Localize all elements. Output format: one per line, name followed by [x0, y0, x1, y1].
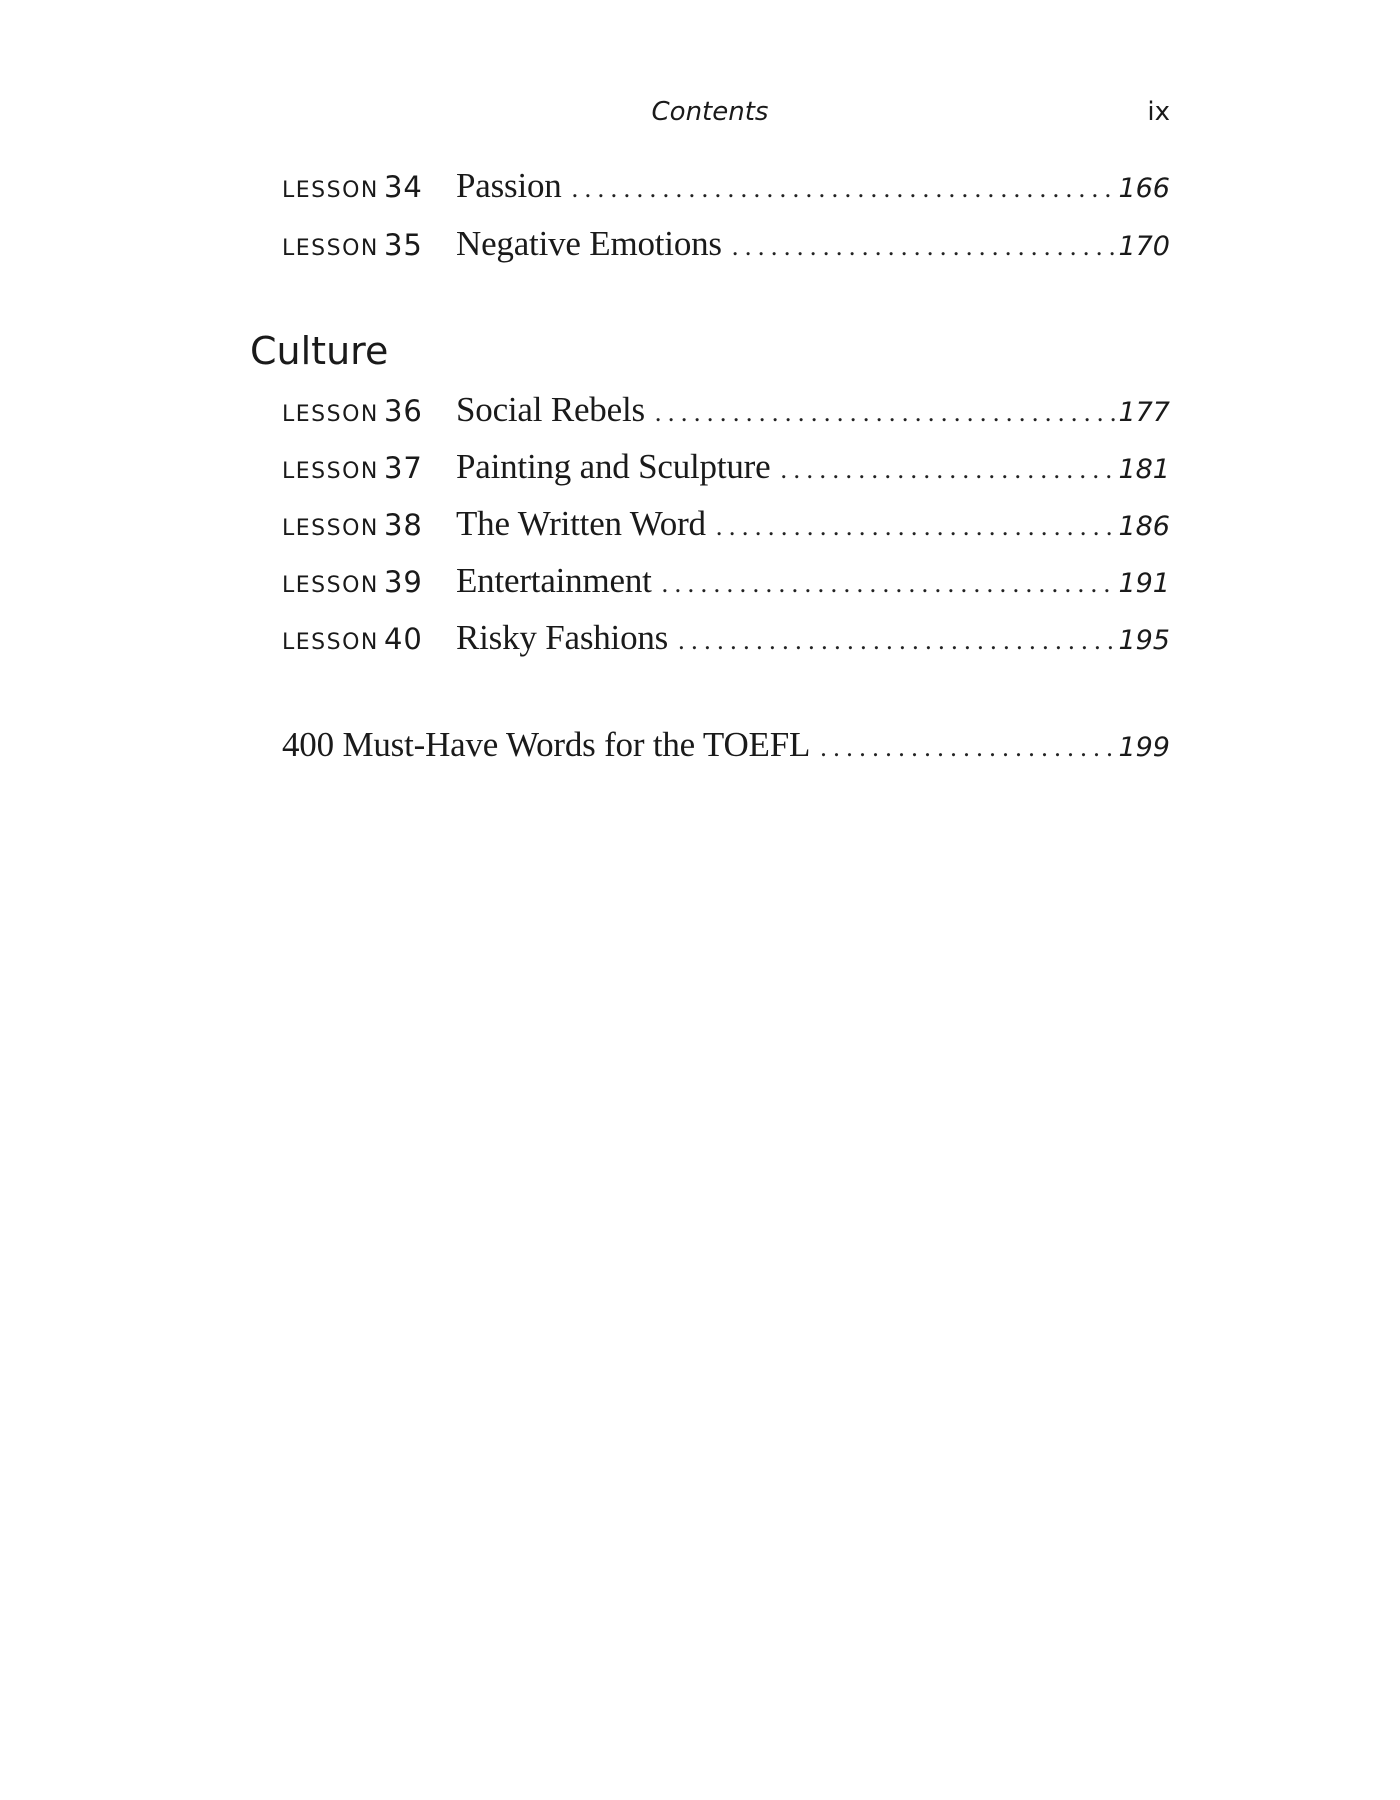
- entry-page-number: 195: [1118, 625, 1170, 656]
- toc-entry-lesson-34[interactable]: [282, 166, 1170, 212]
- lesson-word: LESSON: [282, 402, 379, 427]
- page-header: [250, 95, 1170, 135]
- toc-entry-appendix[interactable]: [282, 725, 1170, 771]
- lesson-label: [282, 451, 456, 485]
- lesson-number: 38: [383, 508, 423, 542]
- appendix-title: 400 Must-Have Words for the TOEFL: [282, 725, 811, 764]
- entry-title: Social Rebels: [456, 390, 645, 429]
- section-heading: Culture: [250, 329, 389, 373]
- lesson-label: [282, 228, 456, 262]
- page-number: ix: [1147, 97, 1170, 127]
- lesson-number: 34: [383, 170, 423, 204]
- toc-entry-lesson-38[interactable]: [282, 504, 1170, 550]
- lesson-label: [282, 565, 456, 599]
- dot-leader: [572, 174, 1117, 204]
- lesson-word: LESSON: [282, 516, 379, 541]
- dot-leader: [655, 398, 1117, 428]
- lesson-number: 39: [383, 565, 423, 599]
- toc-entry-lesson-35[interactable]: [282, 224, 1170, 270]
- entry-page-number: 186: [1118, 511, 1170, 542]
- lesson-number: 36: [383, 394, 423, 428]
- entry-page-number: 181: [1118, 454, 1170, 485]
- lesson-label: [282, 622, 456, 656]
- dot-leader: [716, 512, 1117, 542]
- dot-leader: [678, 626, 1116, 656]
- toc-entry-lesson-40[interactable]: [282, 618, 1170, 664]
- toc-entry-lesson-36[interactable]: [282, 390, 1170, 436]
- toc-entry-lesson-37[interactable]: [282, 447, 1170, 493]
- entry-title: The Written Word: [456, 504, 706, 543]
- entry-title: Entertainment: [456, 561, 652, 600]
- entry-page-number: 199: [1118, 732, 1170, 763]
- lesson-word: LESSON: [282, 236, 379, 261]
- toc-entry-lesson-39[interactable]: [282, 561, 1170, 607]
- running-header-title: Contents: [651, 97, 769, 127]
- entry-title: Risky Fashions: [456, 618, 669, 657]
- entry-page-number: 170: [1118, 231, 1170, 262]
- lesson-label: [282, 170, 456, 204]
- lesson-word: LESSON: [282, 459, 379, 484]
- lesson-label: [282, 508, 456, 542]
- dot-leader: [780, 455, 1116, 485]
- entry-page-number: 177: [1118, 397, 1170, 428]
- entry-title: Negative Emotions: [456, 224, 722, 263]
- entry-page-number: 191: [1118, 568, 1170, 599]
- lesson-number: 40: [383, 622, 423, 656]
- lesson-word: LESSON: [282, 630, 379, 655]
- lesson-number: 37: [383, 451, 423, 485]
- lesson-word: LESSON: [282, 178, 379, 203]
- entry-title: Painting and Sculpture: [456, 447, 771, 486]
- dot-leader: [732, 232, 1117, 262]
- lesson-label: [282, 394, 456, 428]
- lesson-word: LESSON: [282, 573, 379, 598]
- entry-page-number: 166: [1118, 173, 1170, 204]
- entry-title: Passion: [456, 166, 562, 205]
- lesson-number: 35: [383, 228, 423, 262]
- dot-leader: [820, 733, 1116, 763]
- dot-leader: [662, 569, 1117, 599]
